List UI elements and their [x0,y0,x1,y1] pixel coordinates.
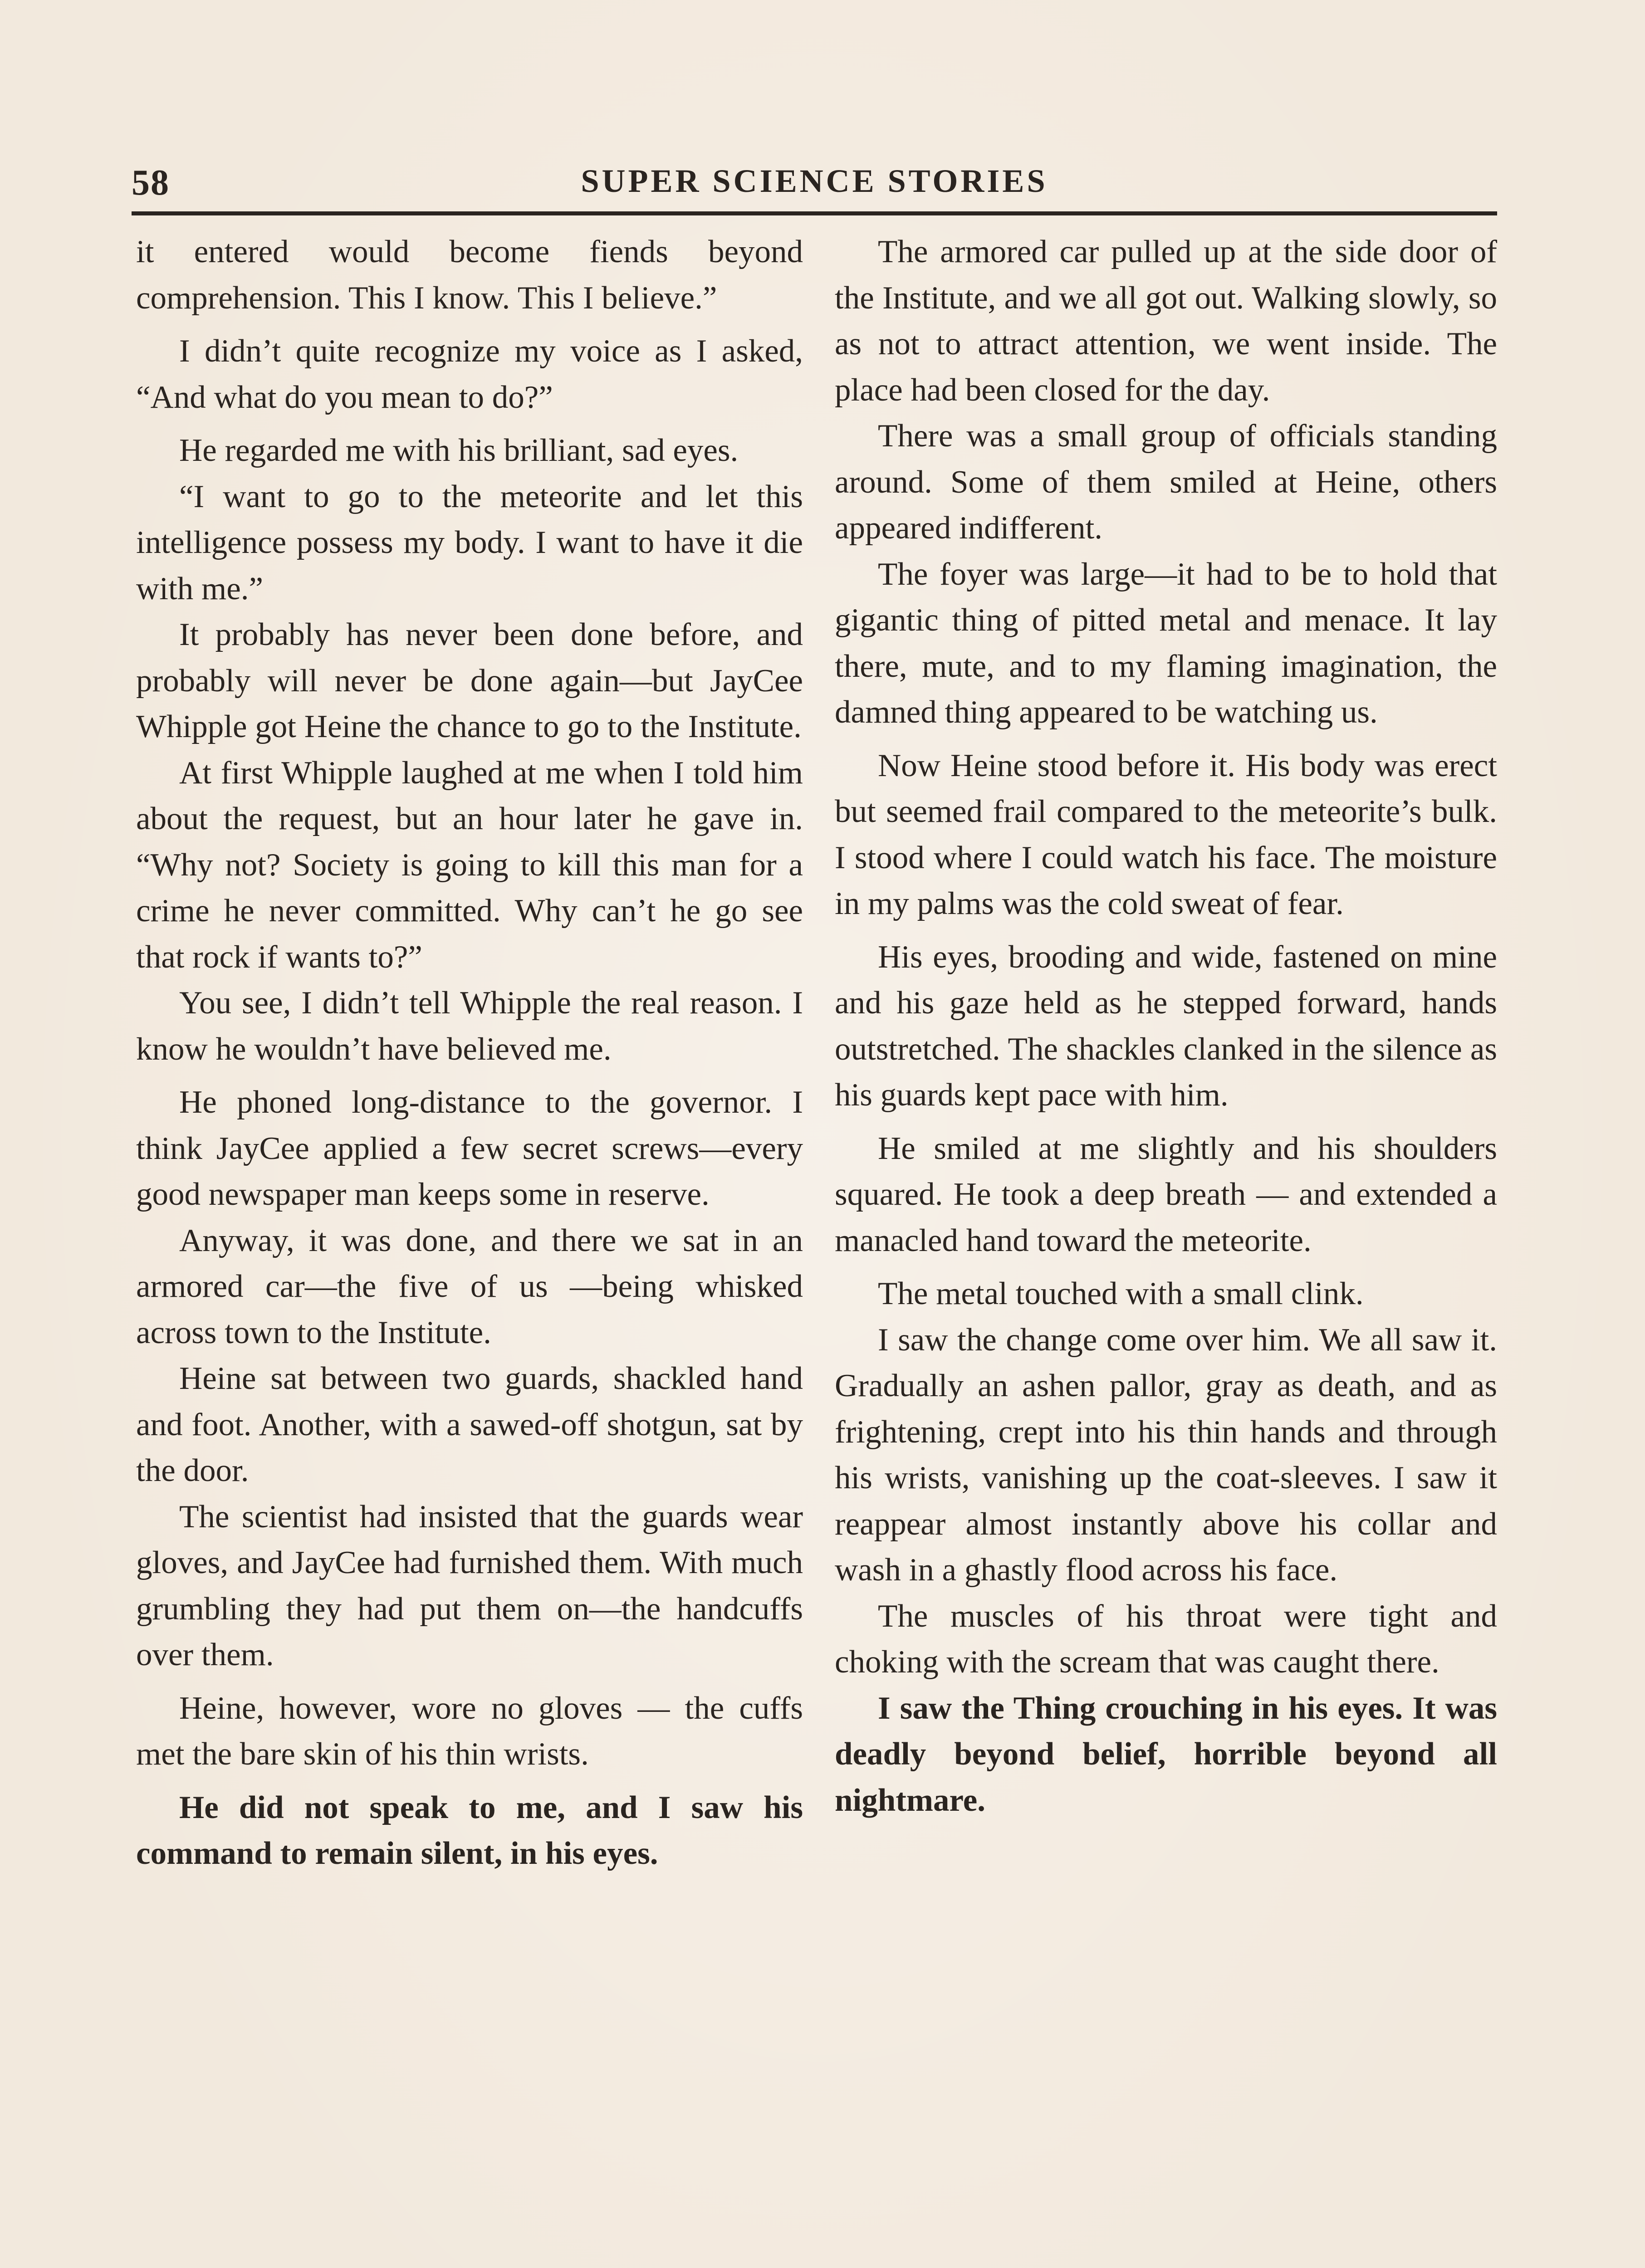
paragraph: The foyer was large—it had to be to hold that gigantic thing of pitted metal and menace. It lay there, mute, and to my flaming imagination, the damned thing appeared to be watching us. [835,556,1497,730]
paragraph: The muscles of his throat were tight and choking with the scream that was caught there. [835,1598,1497,1680]
paragraph: It probably has never been done before, and probably will never be done again—but JayCee Whipple got Heine the chance to go to the Institute. [136,617,803,744]
right-column [835,229,1497,1823]
paragraph: He smiled at me slightly and his shoulders squared. He took a deep breath — and extended a manacled hand toward the meteorite. [835,1130,1497,1258]
paragraph: At first Whipple laughed at me when I told him about the request, but an hour later he gave in. “Why not? Society is going to kill this man for a crime he never committed. Why can’t he go see that rock if wants to?” [136,755,803,975]
running-title: SUPER SCIENCE STORIES [581,163,1048,199]
paragraph: I saw the change come over him. We all saw it. Gradually an ashen pallor, gray as death, and as frightening, crept into his thin hands and through his wrists, vanishing up the coat-sleeves. I saw it reappear almost instantly above his collar and wash in a ghastly flood across his face. [835,1322,1497,1588]
paragraph: The scientist had insisted that the guards wear gloves, and JayCee had furnished them. With much grumbling they had put them on—the handcuffs over them. [136,1499,803,1672]
paragraph: The armored car pulled up at the side door of the Institute, and we all got out. Walking slowly, so as not to attract attention, we went inside. The place had been closed for the day. [835,234,1497,408]
paragraph: Now Heine stood before it. His body was erect but seemed frail compared to the meteorite’s bulk. I stood where I could watch his face. The moisture in my palms was the cold sweat of fear. [835,748,1497,921]
paragraph: “I want to go to the meteorite and let this intelligence possess my body. I want to have it die with me.” [136,479,803,606]
paragraph: Heine, however, wore no gloves — the cuffs met the bare skin of his thin wrists. [136,1690,803,1772]
paragraph: I didn’t quite recognize my voice as I asked, “And what do you mean to do?” [136,333,803,415]
paragraph: Heine sat between two guards, shackled hand and foot. Another, with a sawed-off shotgun, sat by the door. [136,1361,803,1488]
paragraph: He regarded me with his brilliant, sad eyes. [179,433,739,468]
paragraph: He phoned long-distance to the governor. I think JayCee applied a few secret screws—every good newspaper man keeps some in reserve. [136,1085,803,1212]
paragraph: There was a small group of officials standing around. Some of them smiled at Heine, others appeared indifferent. [835,418,1497,546]
page-header [132,154,1497,213]
paragraph: I saw the Thing crouching in his eyes. It was deadly beyond belief, horrible beyond all nightmare. [835,1690,1497,1818]
paragraph: Anyway, it was done, and there we sat in an armored car—the five of us —being whisked across town to the Institute. [136,1222,803,1350]
paragraph: His eyes, brooding and wide, fastened on mine and his gaze held as he stepped forward, hands outstretched. The shackles clanked in the silence as his guards kept pace with him. [835,939,1497,1113]
left-column [136,229,803,1877]
paragraph: it entered would become fiends beyond comprehension. This I know. This I believe.” [136,234,803,316]
paragraph: You see, I didn’t tell Whipple the real reason. I know he wouldn’t have believed me. [136,985,803,1067]
header-rule [132,211,1497,215]
paragraph: The metal touched with a small clink. [878,1276,1364,1311]
paragraph: He did not speak to me, and I saw his command to remain silent, in his eyes. [136,1789,803,1871]
page-number: 58 [132,163,170,203]
